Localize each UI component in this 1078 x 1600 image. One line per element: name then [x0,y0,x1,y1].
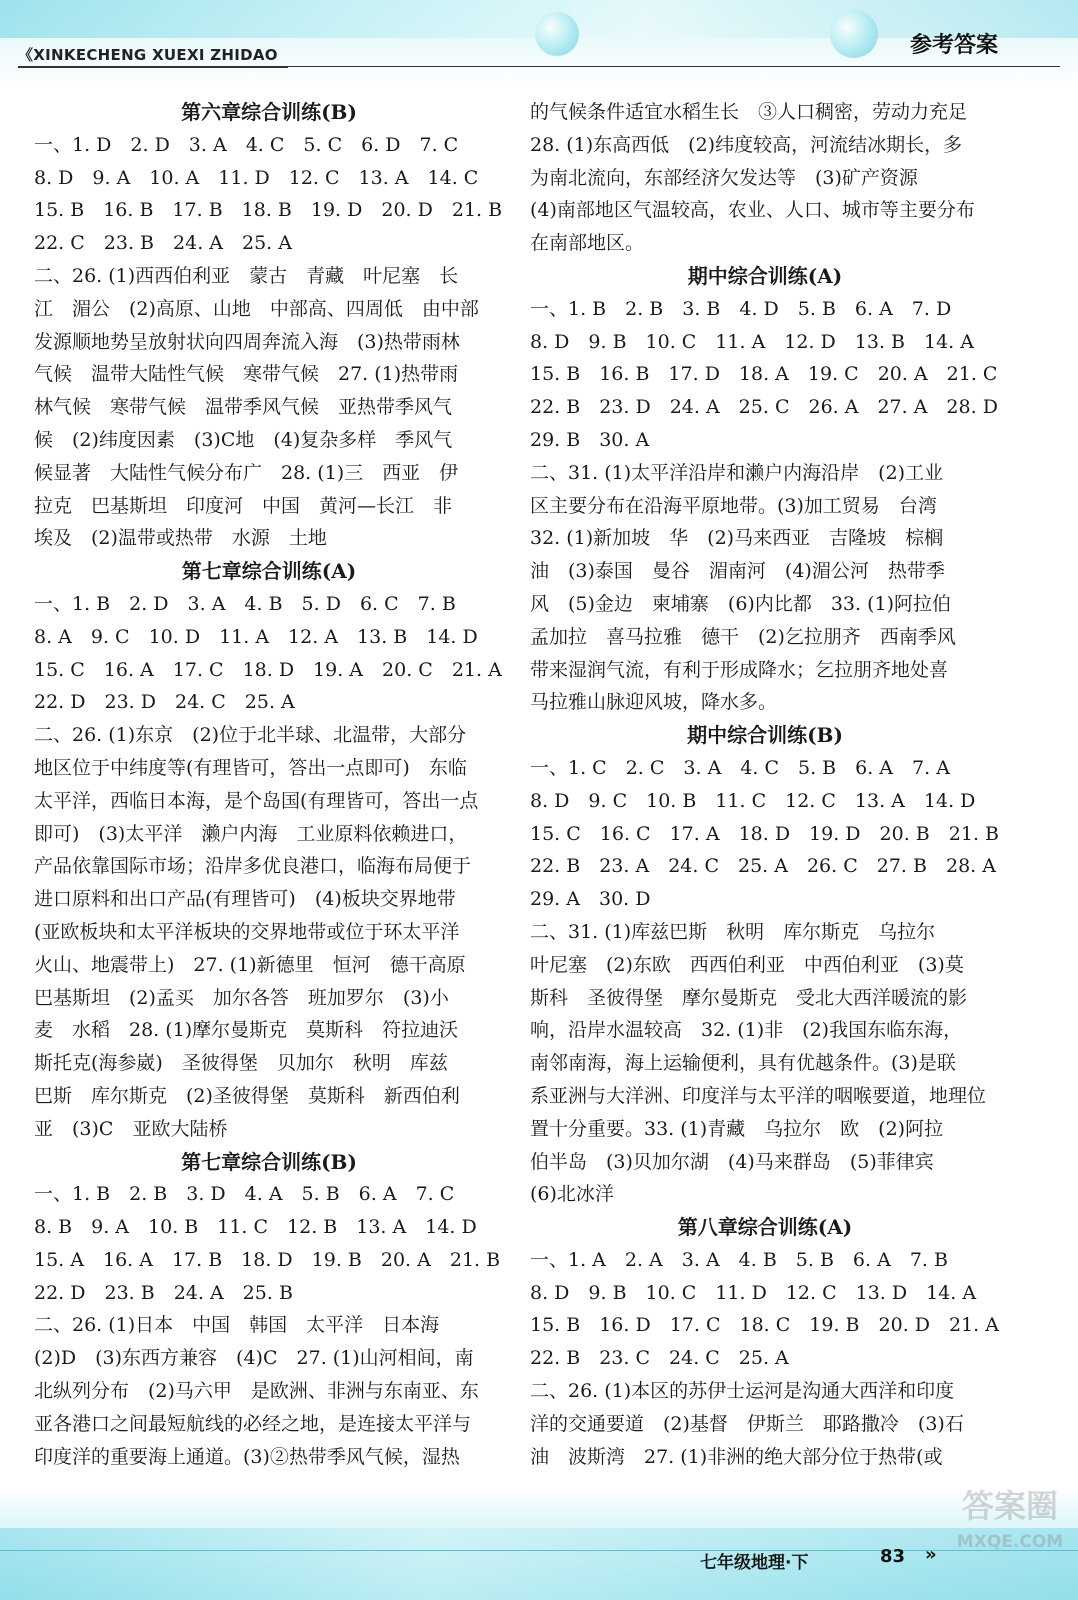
answer-line: 15. B 16. B 17. B 18. B 19. D 20. D 21. B [34,199,503,222]
answer-line: 带来湿润气流，有利于形成降水；乞拉朋齐地处喜 [530,658,949,681]
answer-line: 一、1. C 2. C 3. A 4. C 5. B 6. A 7. A [530,756,950,779]
next-chevron-icon: » [925,1544,937,1565]
header-bubble-decoration [535,12,579,56]
answer-line: 风 (5)金边 柬埔寨 (6)内比都 33. (1)阿拉伯 [530,592,951,615]
answer-line: 二、31. (1)太平洋沿岸和濑户内海沿岸 (2)工业 [530,461,944,484]
answer-line: 南邻南海，海上运输便利，具有优越条件。(3)是联 [530,1052,956,1075]
answer-line: 巴斯 库尔斯克 (2)圣彼得堡 莫斯科 新西伯利 [34,1084,460,1107]
watermark-logo-text: 答案圈 [961,1487,1058,1525]
answer-line: 孟加拉 喜马拉雅 德干 (2)乞拉朋齐 西南季风 [530,625,956,648]
section-heading: 第七章综合训练(B) [181,1149,357,1174]
answer-line: 产品依靠国际市场；沿岸多优良港口，临海布局便于 [34,855,472,878]
answer-line: 火山、地震带上) 27. (1)新德里 恒河 德干高原 [34,953,466,976]
answer-line: 亚各港口之间最短航线的必经之地，是连接太平洋与 [34,1412,472,1435]
answer-line: 油 (3)泰国 曼谷 湄南河 (4)湄公河 热带季 [530,560,945,583]
answer-line: 拉克 巴基斯坦 印度河 中国 黄河—长江 非 [34,494,453,517]
answer-line: 系亚洲与大洋洲、印度洋与太平洋的咽喉要道，地理位 [530,1084,987,1107]
answer-line: (6)北冰洋 [530,1183,614,1206]
answer-line: 候显著 大陆性气候分布广 28. (1)三 西亚 伊 [34,461,459,484]
answer-line: 太平洋，西临日本海，是个岛国(有理皆可，答出一点 [34,789,479,812]
section-heading: 期中综合训练(B) [687,723,843,748]
answer-line: 8. B 9. A 10. B 11. C 12. B 13. A 14. D [34,1216,477,1239]
answer-line: 15. B 16. D 17. C 18. C 19. B 20. D 21. A [530,1314,999,1337]
answer-line: 发源顺地势呈放射状向四周奔流入海 (3)热带雨林 [34,330,460,353]
answer-line: 叶尼塞 (2)东欧 西西伯利亚 中西伯利亚 (3)莫 [530,953,964,976]
page-footer [0,1488,1078,1600]
answer-line: 二、26. (1)东京 (2)位于北半球、北温带，大部分 [34,724,467,747]
section-heading: 第七章综合训练(A) [181,559,357,584]
header-bubble-decoration [830,10,878,58]
answer-line: 32. (1)新加坡 华 (2)马来西亚 吉隆坡 棕榈 [530,527,944,550]
answer-line: 一、1. B 2. B 3. D 4. A 5. B 6. A 7. C [34,1183,455,1206]
answer-line: 8. D 9. B 10. C 11. D 12. C 13. D 14. A [530,1281,977,1304]
footer-rule [0,1550,1078,1551]
answer-line: 22. B 23. C 24. C 25. A [530,1347,789,1370]
section-heading: 第八章综合训练(A) [677,1215,853,1240]
answer-line: 气候 温带大陆性气候 寒带气候 27. (1)热带雨 [34,363,459,386]
answer-line: 巴基斯坦 (2)孟买 加尔各答 班加罗尔 (3)小 [34,986,449,1009]
answer-line: 林气候 寒带气候 温带季风气候 亚热带季风气 [34,396,453,419]
answer-line: 15. B 16. B 17. D 18. A 19. C 20. A 21. C [530,363,998,386]
answer-line: 麦 水稻 28. (1)摩尔曼斯克 莫斯科 符拉迪沃 [34,1019,459,1042]
answer-line: (4)南部地区气温较高，农业、人口、城市等主要分布 [530,199,975,222]
answer-line: 进口原料和出口产品(有理皆可) (4)板块交界地带 [34,888,456,911]
answer-line: 在南部地区。 [530,232,645,255]
page-number: 83 [880,1546,906,1567]
answer-line: 为南北流向，东部经济欠发达等 (3)矿产资源 [530,166,918,189]
answer-line: 22. C 23. B 24. A 25. A [34,232,292,255]
answer-line: 的气候条件适宜水稻生长 ③人口稠密，劳动力充足 [530,101,968,123]
answer-line: 江 湄公 (2)高原、山地 中部高、四周低 由中部 [34,297,479,320]
answer-line: 置十分重要。33. (1)青藏 乌拉尔 欧 (2)阿拉 [530,1117,944,1140]
answer-line: 8. D 9. C 10. B 11. C 12. C 13. A 14. D [530,789,976,812]
answer-line: 二、26. (1)本区的苏伊士运河是沟通大西洋和印度 [530,1380,955,1403]
answer-line: 伯半岛 (3)贝加尔湖 (4)马来群岛 (5)菲律宾 [530,1150,934,1173]
right-column [530,96,1000,1473]
page-header [0,0,1078,90]
answer-line: 候 (2)纬度因素 (3)C地 (4)复杂多样 季风气 [34,428,453,451]
header-rule-thin [288,66,1060,67]
answer-line: 二、26. (1)日本 中国 韩国 太平洋 日本海 [34,1314,440,1337]
answer-line: 二、26. (1)西西伯利亚 蒙古 青藏 叶尼塞 长 [34,264,459,287]
section-heading: 期中综合训练(A) [687,263,843,288]
footer-wave-decoration [0,1528,1078,1600]
answer-line: 二、31. (1)库兹巴斯 秋明 库尔斯克 乌拉尔 [530,920,936,943]
answer-line: 亚 (3)C 亚欧大陆桥 [34,1117,228,1140]
answer-line: 一、1. B 2. B 3. B 4. D 5. B 6. A 7. D [530,297,952,320]
answer-line: 8. D 9. B 10. C 11. A 12. D 13. B 14. A [530,330,974,353]
section-title: 参考答案 [909,33,998,58]
answer-line: 22. B 23. D 24. A 25. C 26. A 27. A 28. D [530,396,998,419]
answer-line: 15. C 16. C 17. A 18. D 19. D 20. B 21. B [530,822,999,845]
answer-line: 区主要分布在沿海平原地带。(3)加工贸易 台湾 [530,494,937,517]
answer-line: 洋的交通要道 (2)基督 伊斯兰 耶路撒冷 (3)石 [530,1412,964,1435]
answer-line: 8. A 9. C 10. D 11. A 12. A 13. B 14. D [34,625,478,648]
answer-line: 即可) (3)太平洋 濑户内海 工业原料依赖进口， [34,822,468,845]
answer-line: 斯科 圣彼得堡 摩尔曼斯克 受北大西洋暖流的影 [530,986,968,1009]
answer-line: 油 波斯湾 27. (1)非洲的绝大部分位于热带(或 [530,1445,943,1468]
answer-line: 北纵列分布 (2)马六甲 是欧洲、非洲与东南亚、东 [34,1380,479,1403]
answer-line: 斯托克(海参崴) 圣彼得堡 贝加尔 秋明 库兹 [34,1052,448,1075]
grade-subject-label: 七年级地理·下 [700,1553,809,1573]
answer-line: 22. D 23. B 24. A 25. B [34,1281,293,1304]
section-heading: 第六章综合训练(B) [181,100,357,124]
answer-line: 28. (1)东高西低 (2)纬度较高，河流结冰期长，多 [530,133,963,156]
series-title: 《XINKECHENG XUEXI ZHIDAO [18,46,278,64]
answer-line: 埃及 (2)温带或热带 水源 土地 [34,527,327,550]
watermark [950,1480,1070,1590]
answer-line: (2)D (3)东西方兼容 (4)C 27. (1)山河相间，南 [34,1347,474,1370]
answer-line: 一、1. D 2. D 3. A 4. C 5. C 6. D 7. C [34,133,459,156]
answer-line: 响，沿岸水温较高 32. (1)非 (2)我国东临东海， [530,1019,963,1042]
answer-line: 马拉雅山脉迎风坡，降水多。 [530,691,778,714]
answer-line: 一、1. B 2. D 3. A 4. B 5. D 6. C 7. B [34,592,456,615]
answer-line: 22. D 23. D 24. C 25. A [34,691,295,714]
answer-line: 15. A 16. A 17. B 18. D 19. B 20. A 21. B [34,1248,501,1271]
answer-line: 地区位于中纬度等(有理皆可，答出一点即可) 东临 [34,756,467,779]
answer-line: (亚欧板块和太平洋板块的交界地带或位于环太平洋 [34,920,460,943]
answer-line: 印度洋的重要海上通道。(3)②热带季风气候，湿热 [34,1445,460,1468]
answer-line: 29. B 30. A [530,428,650,451]
left-column [34,96,504,1473]
answer-line: 一、1. A 2. A 3. A 4. B 5. B 6. A 7. B [530,1248,948,1271]
answer-line: 8. D 9. A 10. A 11. D 12. C 13. A 14. C [34,166,479,189]
answer-line: 15. C 16. A 17. C 18. D 19. A 20. C 21. A [34,658,502,681]
answer-line: 29. A 30. D [530,888,651,911]
watermark-url: MXQE.COM [956,1532,1064,1552]
answer-line: 22. B 23. A 24. C 25. A 26. C 27. B 28. A [530,855,996,878]
header-rule [18,66,288,68]
